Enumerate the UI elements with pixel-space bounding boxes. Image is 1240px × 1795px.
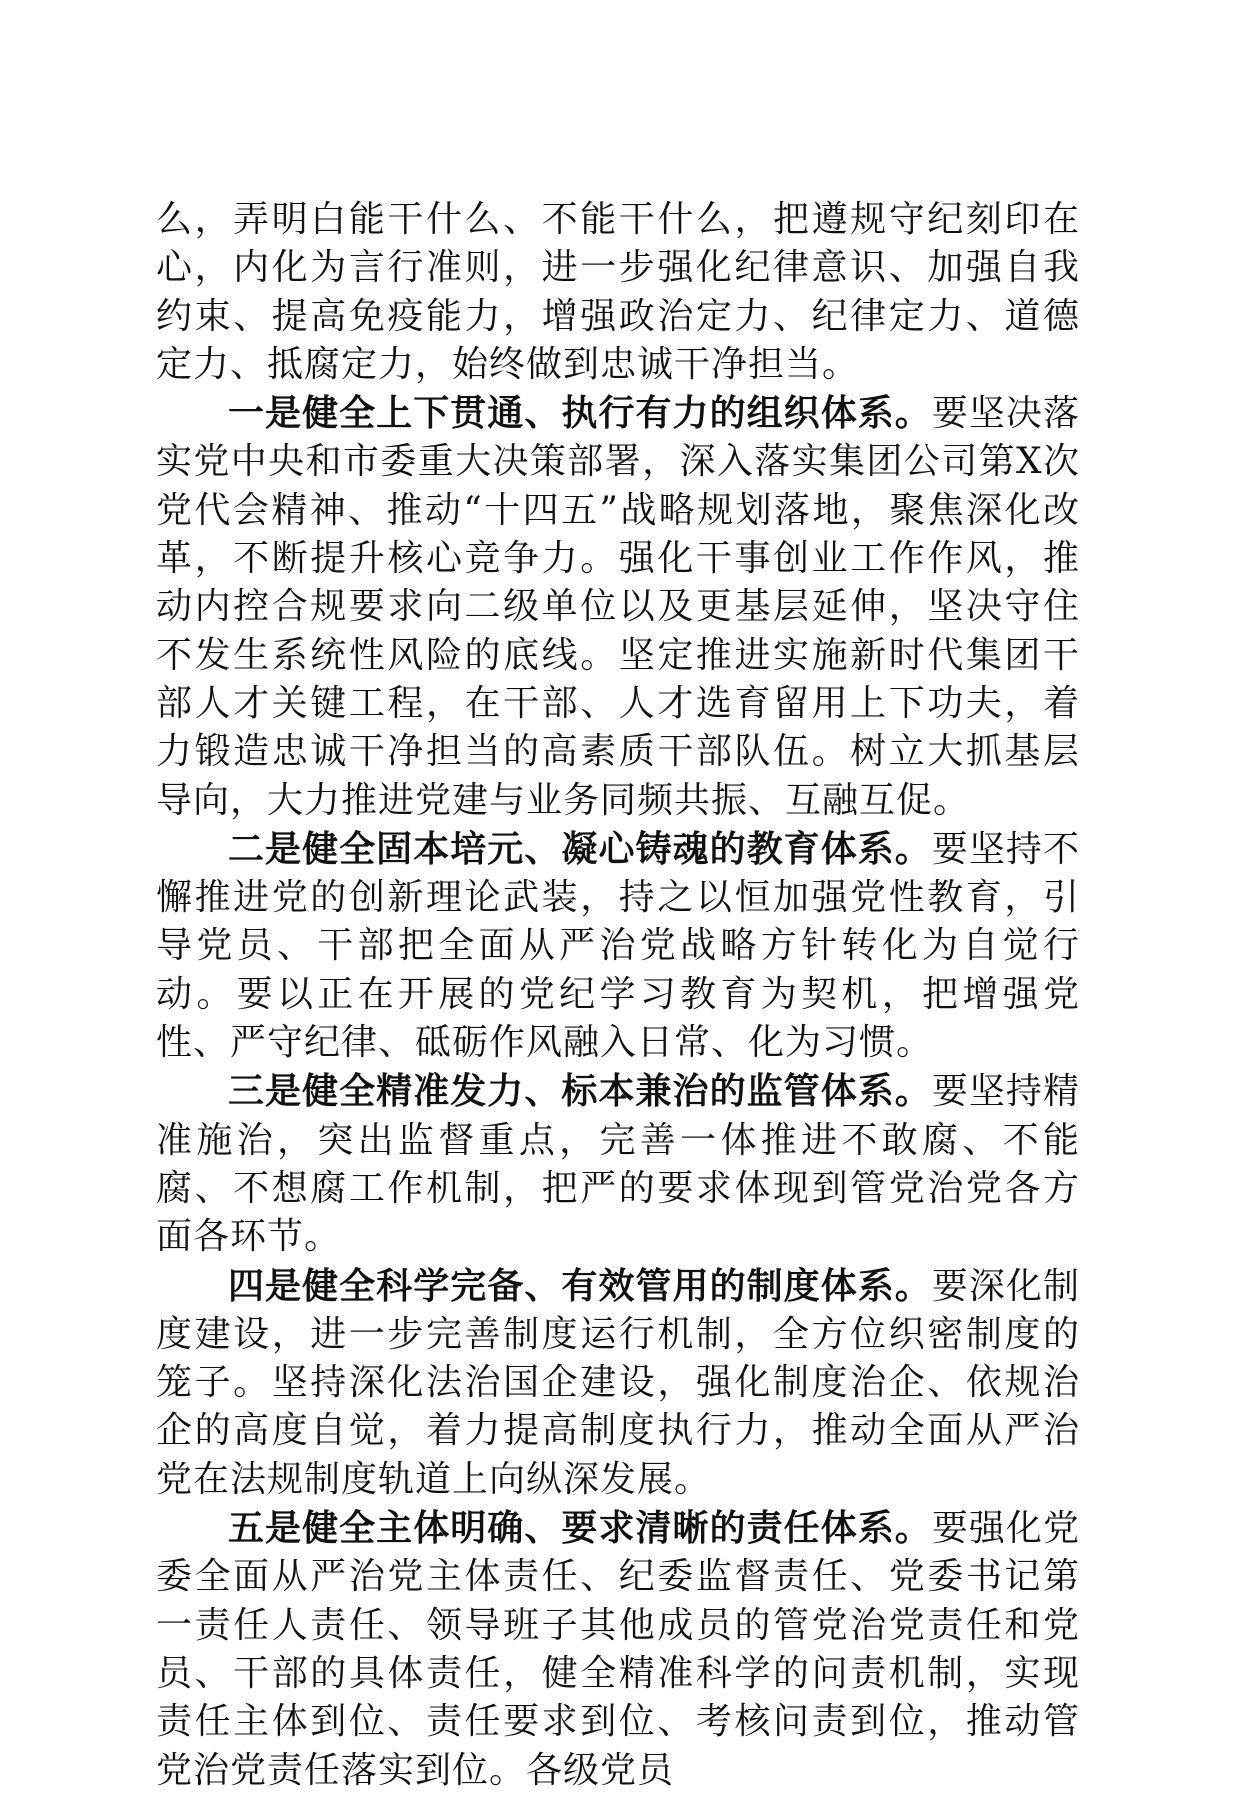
- paragraph-education-system: [156, 825, 1080, 1067]
- paragraph-responsibility-system: [156, 1504, 1080, 1795]
- paragraph-heading: 三是健全精准发力、标本兼治的监管体系。: [228, 1070, 932, 1113]
- document-page: [156, 196, 1080, 1795]
- paragraph-heading: 一是健全上下贯通、执行有力的组织体系。: [228, 392, 932, 435]
- paragraph-text: 要坚持精准施治，突出监督重点，完善一体推进不敢腐、不能腐、不想腐工作机制，把严的要求体现到管党治党各方面各环节。: [156, 1071, 1080, 1258]
- paragraph-text: 要深化制度建设，进一步完善制度运行机制，全方位织密制度的笼子。坚持深化法治国企建设，强化制度治企、依规治企的高度自觉，着力提高制度执行力，推动全面从严治党在法规制度轨道上向纵深发展。: [156, 1265, 1080, 1500]
- paragraph-heading: 五是健全主体明确、要求清晰的责任体系。: [228, 1507, 932, 1550]
- paragraph-heading: 四是健全科学完备、有效管用的制度体系。: [228, 1264, 932, 1307]
- paragraph-heading: 二是健全固本培元、凝心铸魂的教育体系。: [228, 827, 932, 870]
- paragraph-continuation: [156, 196, 1080, 389]
- paragraph-text: 要强化党委全面从严治党主体责任、纪委监督责任、党委书记第一责任人责任、领导班子其他成员的管党治党责任和党员、干部的具体责任，健全精准科学的问责机制，实现责任主体到位、责任要求到位、考核问责到位，推动管党治党责任落实到位。各级党员: [156, 1508, 1080, 1791]
- paragraph-text: 要坚持不懈推进党的创新理论武装，持之以恒加强党性教育，引导党员、干部把全面从严治党战略方针转化为自觉行动。要以正在开展的党纪学习教育为契机，把增强党性、严守纪律、砥砺作风融入日常、化为习惯。: [156, 828, 1080, 1064]
- paragraph-organization-system: [156, 389, 1080, 825]
- paragraph-text: 么，弄明白能干什么、不能干什么，把遵规守纪刻印在心，内化为言行准则，进一步强化纪律意识、加强自我约束、提高免疫能力，增强政治定力、纪律定力、道德定力、抵腐定力，始终做到忠诚干净担当。: [156, 199, 1080, 385]
- paragraph-text: 要坚决落实党中央和市委重大决策部署，深入落实集团公司第X次党代会精神、推动“十四五”战略规划落地，聚焦深化改革，不断提升核心竞争力。强化干事创业工作作风，推动内控合规要求向二级单位以及更基层延伸，坚决守住不发生系统性风险的底线。坚定推进实施新时代集团干部人才关键工程，在干部、人才选育留用上下功夫，着力锻造忠诚干净担当的高素质干部队伍。树立大抓基层导向，大力推进党建与业务同频共振、互融互促。: [156, 393, 1080, 821]
- paragraph-supervision-system: [156, 1067, 1080, 1261]
- paragraph-institution-system: [156, 1262, 1080, 1504]
